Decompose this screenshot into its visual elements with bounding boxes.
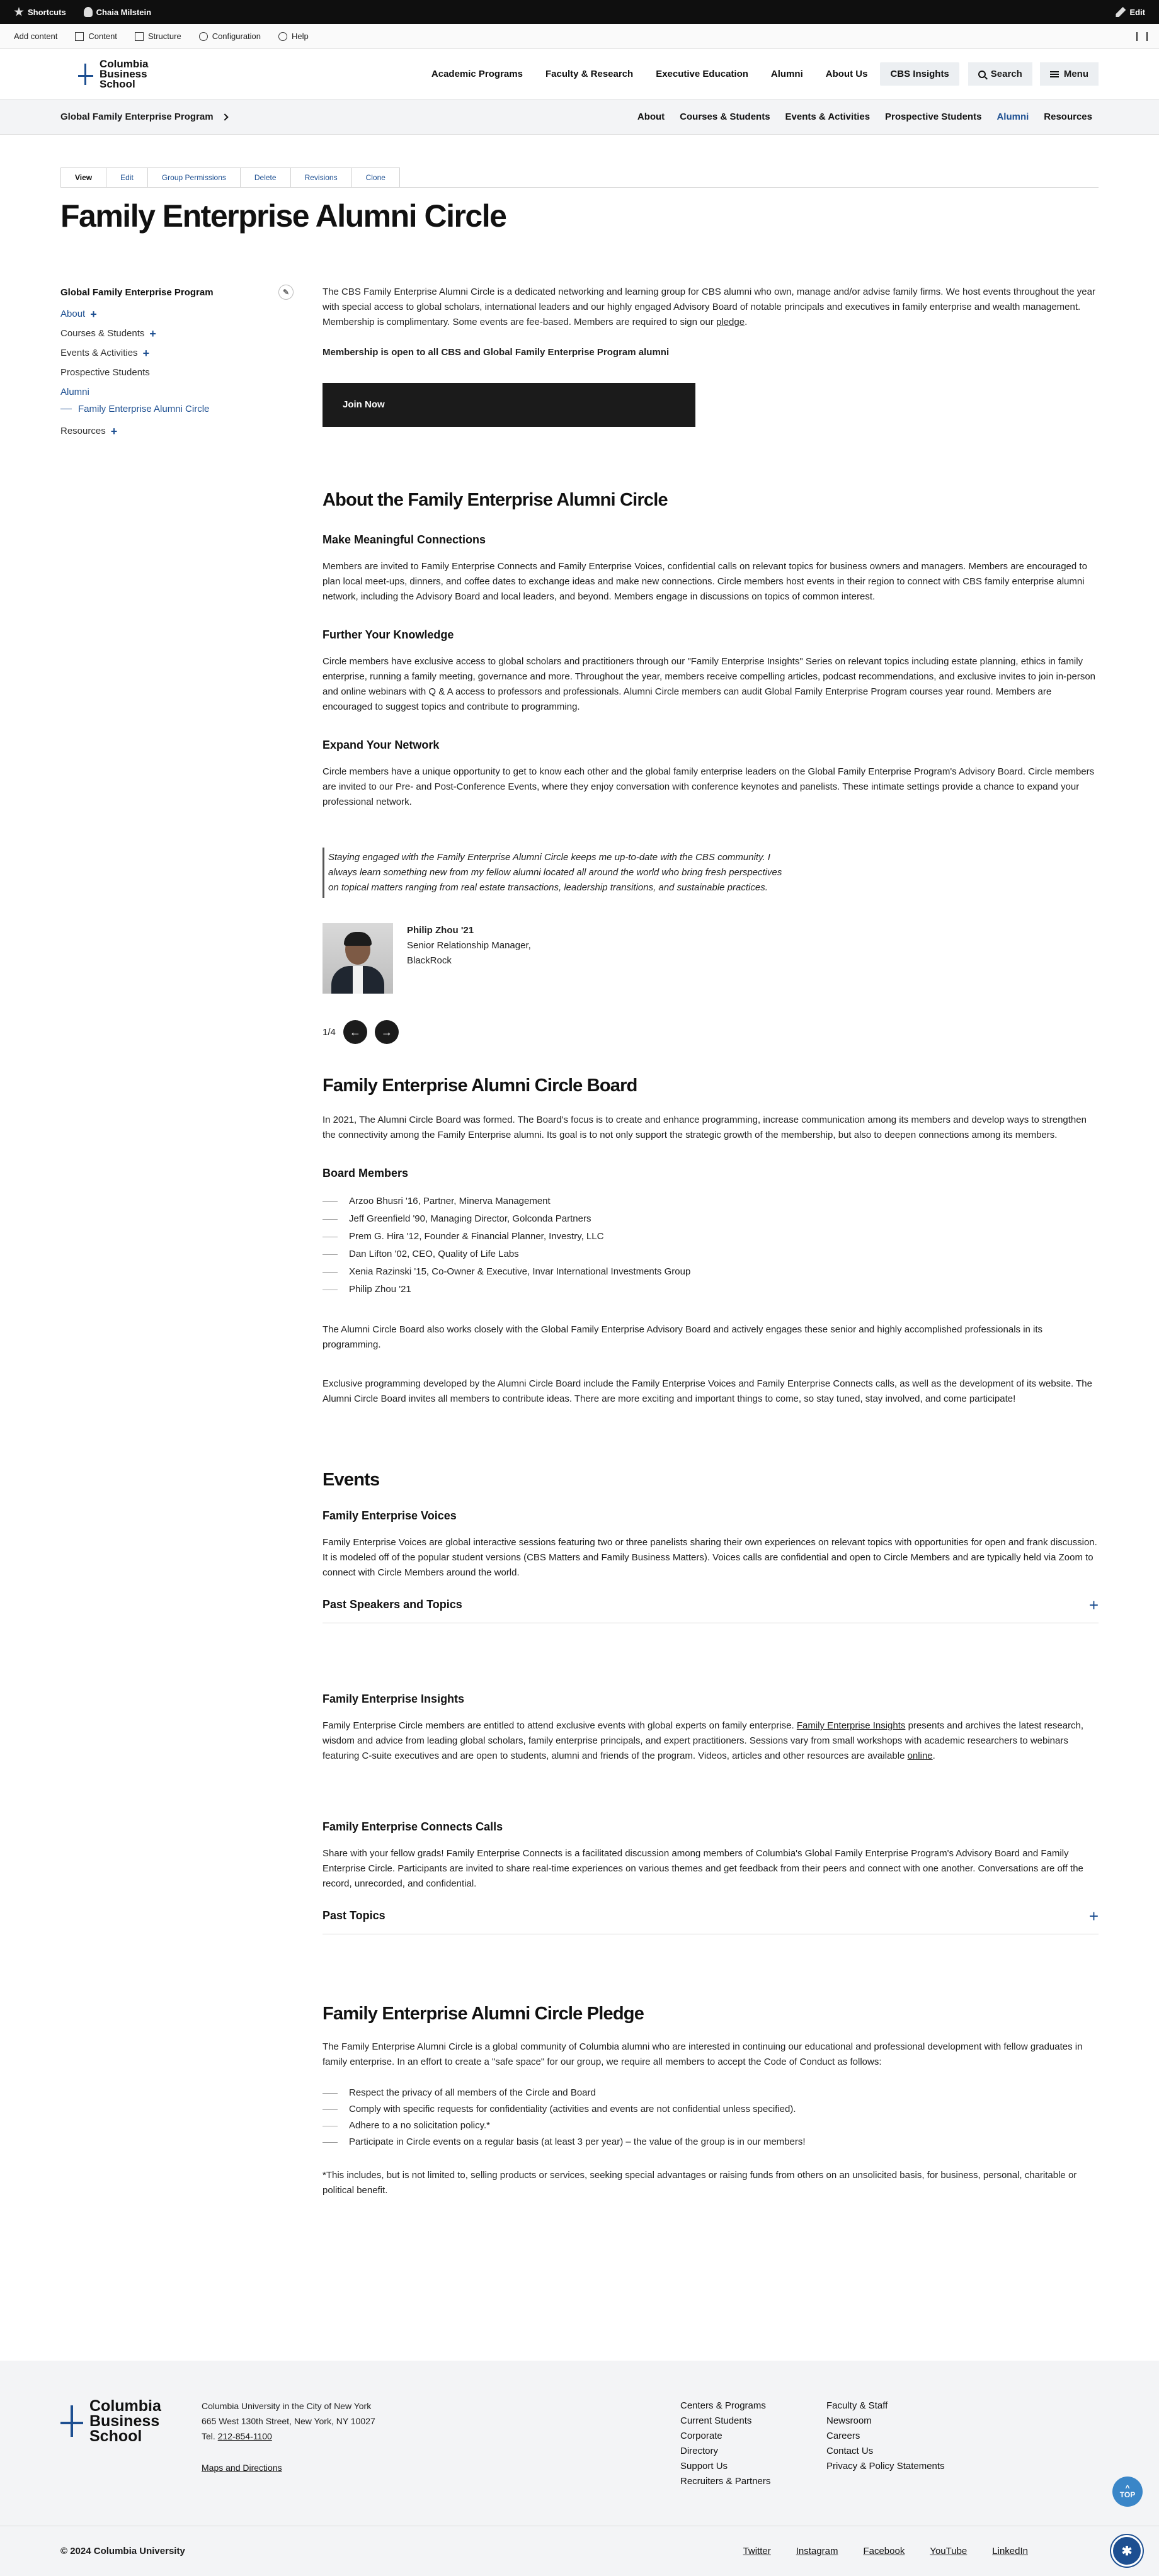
membership-note: Membership is open to all CBS and Global Family Enterprise Program alumni (323, 347, 670, 358)
arrow-left-icon: ← (349, 1025, 361, 1038)
connects-text: Share with your fellow grads! Family Enterprise Connects is a facilitated discussion among members of Columbia's Global Family Enterprise Program's Advisory Board and Family Enterprise Circle. Participants are invited to share real-time experiences on various themes and get feedback from their peers and connect with one another. Conversations are off the record, unrecorded, and confidential. (323, 1848, 1083, 1889)
accessibility-icon: ✱ (1121, 2544, 1133, 2558)
connects-heading: Family Enterprise Connects Calls (323, 1820, 503, 1833)
collapse-toolbar-icon[interactable] (1136, 32, 1148, 41)
tab-clone[interactable]: Clone (351, 167, 400, 187)
testimonial-slider (323, 848, 1099, 1044)
copyright: © 2024 Columbia University (60, 2546, 185, 2556)
page-title: Family Enterprise Alumni Circle (60, 198, 506, 234)
cbs-logo[interactable] (78, 59, 148, 89)
testimonial-quote: Staying engaged with the Family Enterprise Alumni Circle keeps me up-to-date with the CBS community. I always learn something new from my fellow alumni located all around the world who bring fresh perspectives on topical matters ranging from real estate transactions, leadership transitions, and sustainable practices. (323, 848, 782, 898)
sidebar-nav (60, 285, 300, 2222)
social-links (743, 2546, 1028, 2556)
plus-icon[interactable]: + (90, 307, 97, 321)
main-content (300, 285, 1099, 2222)
sidebar-item-alumni[interactable]: Alumni (60, 387, 89, 397)
structure-icon (135, 32, 144, 41)
program-nav-courses[interactable]: Courses & Students (680, 111, 770, 122)
twitter-link[interactable]: Twitter (743, 2546, 771, 2556)
footer-link[interactable]: Contact Us (826, 2446, 874, 2456)
footer-bottom-bar (0, 2526, 1159, 2576)
board-paragraph-1: The Alumni Circle Board also works closely with the Global Family Enterprise Advisory Board and actively engages these senior and highly accomplished professionals in its programming. (323, 1324, 1043, 1350)
pledge-link[interactable]: pledge (716, 317, 745, 327)
program-nav (631, 106, 1099, 127)
tab-delete[interactable]: Delete (240, 167, 291, 187)
sidebar-heading[interactable]: Global Family Enterprise Program (60, 287, 214, 298)
about-heading: About the Family Enterprise Alumni Circle (323, 490, 668, 510)
connections-text: Members are invited to Family Enterprise Connects and Family Enterprise Voices, confidential calls on relevant topics for business owners and managers. Members are encouraged to plan local meet-ups, dinners, and coffee dates to exchange ideas and make new connections. Circle members host events in their region to connect with CBS family enterprise alumni network, including the Advisory Board and local leaders, and beyond. Members engage in discussions on topics of common interest. (323, 561, 1087, 602)
arrow-right-icon: → (380, 1025, 392, 1038)
footer-link[interactable]: Faculty & Staff (826, 2400, 888, 2411)
plus-icon[interactable]: + (110, 424, 118, 438)
footer-links-col-2 (826, 2398, 973, 2489)
program-nav-alumni[interactable]: Alumni (996, 111, 1029, 122)
footer-link[interactable]: Privacy & Policy Statements (826, 2461, 945, 2471)
content-link[interactable]: Content (66, 31, 126, 41)
insights-link[interactable]: Family Enterprise Insights (796, 1720, 906, 1731)
person-name: Philip Zhou '21 (407, 925, 474, 936)
insights-text: Family Enterprise Circle members are entitled to attend exclusive events with global experts on family enterprise. Family Enterprise Insights presents and archives the latest research, wisdom and advice from leading global scholars, family enterprise principals, and expert practitioners. Sessions vary from small workshops with academic researchers to webinars featuring C-suite executives and are open to students, alumni and friends of the program. Videos, articles and other resources are available online. (323, 1720, 1084, 1761)
tab-group-permissions[interactable]: Group Permissions (147, 167, 241, 187)
list-item: Philip Zhou '21 (323, 1281, 1099, 1298)
edit-toggle-button[interactable]: Edit (1107, 0, 1154, 24)
search-icon (978, 71, 986, 78)
search-button[interactable]: Search (968, 62, 1032, 86)
online-link[interactable]: online (907, 1750, 933, 1761)
program-title-link[interactable]: Global Family Enterprise Program (60, 111, 227, 122)
chevron-up-icon: ^ (1125, 2483, 1130, 2492)
sidebar-item-about[interactable]: About + (60, 307, 97, 321)
insights-heading: Family Enterprise Insights (323, 1693, 465, 1705)
knowledge-text: Circle members have exclusive access to global scholars and practitioners through our "Family Enterprise Insights" Series on relevant topics including estate planning, ethics in family enterprise, running a family meeting, governance and more. Throughout the year, members receive compelling articles, podcast recommendations, and exclusive invites to join in-person and online webinars with Q & A access to professors and professionals. Alumni Circle members can audit Global Family Enterprise Program courses year round. Members are encouraged to suggest topics and contribute to programming. (323, 656, 1096, 712)
person-role: Senior Relationship Manager, (407, 940, 531, 951)
linkedin-link[interactable]: LinkedIn (992, 2546, 1028, 2556)
wrench-icon (199, 32, 208, 41)
shortcuts-button[interactable]: Shortcuts (5, 0, 75, 24)
logo-line-2: Business (100, 67, 147, 80)
help-icon (278, 32, 287, 41)
main-nav (421, 62, 1099, 86)
instagram-link[interactable]: Instagram (796, 2546, 838, 2556)
connections-heading: Make Meaningful Connections (323, 533, 486, 546)
previous-slide-button[interactable] (343, 1020, 367, 1044)
network-heading: Expand Your Network (323, 739, 440, 751)
list-item: Jeff Greenfield '90, Managing Director, Golconda Partners (323, 1210, 1099, 1228)
crown-icon (60, 2405, 83, 2437)
voices-heading: Family Enterprise Voices (323, 1509, 457, 1522)
intro-text: The CBS Family Enterprise Alumni Circle is a dedicated networking and learning group for CBS alumni who own, manage and/or advise family firms. We host events throughout the year with special access to global scholars, international leaders and our highly engaged Advisory Board of notable principals and executives in family enterprise and wealth management. Membership is complimentary. Some events are fee-based. Members are required to sign our pledge. (323, 287, 1095, 327)
nav-faculty-research[interactable]: Faculty & Research (545, 69, 634, 79)
footer-link[interactable]: Careers (826, 2431, 860, 2441)
footer-link[interactable]: Support Us (680, 2461, 728, 2471)
site-footer (0, 2361, 1159, 2526)
program-nav-events[interactable]: Events & Activities (785, 111, 871, 122)
person-company: BlackRock (407, 955, 452, 966)
help-link[interactable]: Help (270, 31, 317, 41)
list-item: Comply with specific requests for confidentiality (activities and events are not confidential unless specified). (323, 2101, 1099, 2118)
next-slide-button[interactable] (375, 1020, 399, 1044)
logo-line-1: Columbia (100, 57, 149, 70)
configuration-link[interactable]: Configuration (190, 31, 270, 41)
user-button[interactable]: Chaia Milstein (75, 0, 160, 24)
sidebar-item-resources[interactable]: Resources + (60, 424, 118, 438)
add-content-link[interactable]: Add content (14, 31, 58, 41)
network-text: Circle members have a unique opportunity to get to know each other and the global family enterprise leaders on the Global Family Enterprise Program's Advisory Board. Circle members are invited to our Pre- and Post-Conference Events, where they enjoy conversation with conference keynotes and panelists. These intimate settings provide a chance to expand your professional network. (323, 766, 1095, 807)
join-now-button[interactable]: Join Now (323, 383, 695, 427)
plus-icon[interactable]: + (149, 327, 156, 340)
testimonial-person (323, 923, 1099, 994)
pledge-footnote: *This includes, but is not limited to, selling products or services, seeking special advantages or raising funds from others on an unsolicited basis, for business, personal, charitable or political benefit. (323, 2170, 1077, 2196)
list-item: Participate in Circle events on a regular basis (at least 3 per year) – the value of the group is in our members! (323, 2134, 1099, 2150)
back-to-top-button[interactable]: ^ TOP (1112, 2477, 1143, 2507)
sidebar-item-events[interactable]: Events & Activities + (60, 346, 150, 360)
footer-link[interactable]: Corporate (680, 2431, 722, 2441)
tab-view[interactable]: View (60, 167, 106, 187)
footer-link[interactable]: Current Students (680, 2415, 752, 2426)
board-heading: Family Enterprise Alumni Circle Board (323, 1075, 637, 1096)
footer-link[interactable]: Directory (680, 2446, 719, 2456)
nav-about-us[interactable]: About Us (825, 69, 868, 79)
hamburger-icon (1050, 71, 1059, 77)
tab-edit[interactable]: Edit (106, 167, 148, 187)
pencil-icon (1116, 7, 1126, 17)
star-icon (14, 7, 24, 17)
sidebar-item-prospective[interactable]: Prospective Students (60, 367, 150, 378)
sidebar-item-alumni-circle[interactable]: Family Enterprise Alumni Circle (60, 404, 300, 414)
chevron-right-icon (221, 113, 228, 120)
crown-icon (78, 64, 93, 85)
footer-logo[interactable]: Columbia Business School (60, 2398, 202, 2444)
footer-links-col-1 (680, 2398, 826, 2489)
slider-controls (323, 1020, 1099, 1044)
user-icon (84, 7, 93, 17)
menu-button[interactable]: Menu (1040, 62, 1099, 86)
site-header (0, 49, 1159, 99)
board-members-list (323, 1193, 1099, 1298)
list-item: Xenia Razinski '15, Co-Owner & Executive, Invar International Investments Group (323, 1263, 1099, 1281)
admin-subbar (0, 24, 1159, 49)
program-nav-prospective[interactable]: Prospective Students (885, 111, 982, 122)
nav-cbs-insights[interactable]: CBS Insights (880, 62, 959, 86)
list-item: Adhere to a no solicitation policy.* (323, 2118, 1099, 2134)
board-members-heading: Board Members (323, 1167, 409, 1179)
plus-icon: + (1088, 1595, 1099, 1614)
voices-text: Family Enterprise Voices are global interactive sessions featuring two or three panelists sharing their own experiences on relevant topics with opportunities for open and frank discussion. It is modeled off of the popular student versions (CBS Matters and Family Business Matters). Voices calls are confidential and open to Circle Members and are typically held via Zoom to connect with Circle Members around the world. (323, 1537, 1097, 1578)
youtube-link[interactable]: YouTube (930, 2546, 968, 2556)
nav-executive-education[interactable]: Executive Education (656, 69, 748, 79)
footer-address: Columbia University in the City of New York 665 West 130th Street, New York, NY 10027 Tel. 212-854-1100 Maps and Directions (202, 2398, 680, 2489)
past-topics-accordion[interactable]: Past Topics + (323, 1898, 1099, 1934)
edit-pencil-icon[interactable]: ✎ (278, 285, 294, 300)
maps-link[interactable]: Maps and Directions (202, 2463, 282, 2473)
program-nav-about[interactable]: About (637, 111, 665, 122)
program-nav-resources[interactable]: Resources (1044, 111, 1092, 122)
slide-counter: 1/4 (323, 1026, 336, 1038)
nav-academic-programs[interactable]: Academic Programs (431, 69, 523, 79)
list-item: Arzoo Bhusri '16, Partner, Minerva Management (323, 1193, 1099, 1210)
program-bar (0, 99, 1159, 135)
footer-link[interactable]: Centers & Programs (680, 2400, 766, 2411)
tab-revisions[interactable]: Revisions (290, 167, 352, 187)
logo-line-3: School (100, 77, 135, 90)
admin-toolbar (0, 0, 1159, 24)
board-paragraph-2: Exclusive programming developed by the Alumni Circle Board include the Family Enterprise Voices and Family Enterprise Connects calls, as well as the development of its website. The Alumni Circle Board invites all members to contribute ideas. There are more exciting and important things to come, so stay tuned, stay involved, and come participate! (323, 1378, 1092, 1404)
list-item: Respect the privacy of all members of the Circle and Board (323, 2085, 1099, 2101)
structure-link[interactable]: Structure (126, 31, 190, 41)
knowledge-heading: Further Your Knowledge (323, 628, 454, 641)
person-photo (323, 923, 393, 994)
events-heading: Events (323, 1470, 380, 1490)
footer-link[interactable]: Recruiters & Partners (680, 2476, 771, 2487)
plus-icon: + (1088, 1906, 1099, 1926)
footer-link[interactable]: Newsroom (826, 2415, 872, 2426)
phone-link[interactable]: 212-854-1100 (217, 2431, 272, 2441)
document-icon (75, 32, 84, 41)
facebook-link[interactable]: Facebook (863, 2546, 905, 2556)
pledge-intro: The Family Enterprise Alumni Circle is a global community of Columbia alumni who are interested in continuing our educational and professional development with fellow graduates in family enterprise. In an effort to create a "safe space" for our group, we require all members to accept the Code of Conduct as follows: (323, 2041, 1083, 2067)
plus-icon[interactable]: + (142, 346, 150, 360)
board-intro: In 2021, The Alumni Circle Board was formed. The Board's focus is to create and enhance programming, increase communication among its members and develop ways to strengthen the connectivity among the Family Enterprise alumni. Its goal is to not only support the strategic growth of the membership, but also to deepen connections among its members. (323, 1115, 1087, 1140)
list-item: Dan Lifton '02, CEO, Quality of Life Labs (323, 1245, 1099, 1263)
list-item: Prem G. Hira '12, Founder & Financial Planner, Investry, LLC (323, 1228, 1099, 1245)
past-speakers-accordion[interactable]: Past Speakers and Topics + (323, 1587, 1099, 1623)
nav-alumni[interactable]: Alumni (770, 69, 803, 79)
admin-tabs (60, 167, 1099, 188)
sidebar-item-courses[interactable]: Courses & Students + (60, 327, 156, 340)
accessibility-button[interactable] (1111, 2535, 1143, 2567)
pledge-heading: Family Enterprise Alumni Circle Pledge (323, 2004, 644, 2024)
pledge-list (323, 2085, 1099, 2150)
